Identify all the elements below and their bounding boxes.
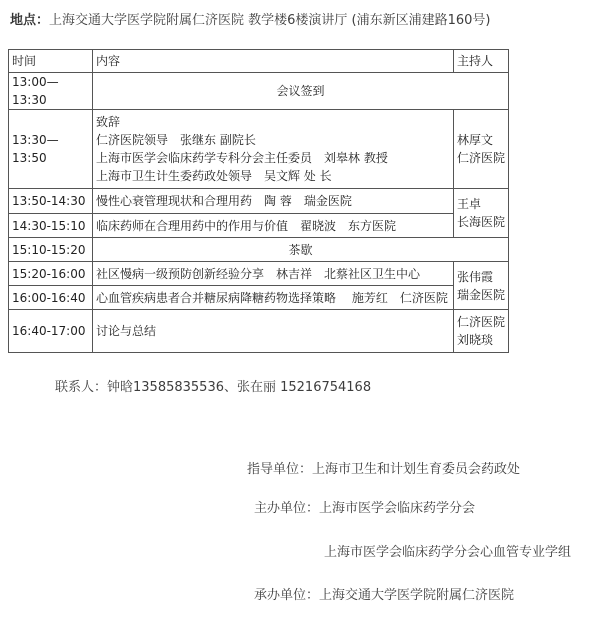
row-time: 15:20-16:00 [9, 262, 93, 286]
header-time: 时间 [9, 50, 93, 73]
row-time: 14:30-15:10 [9, 214, 93, 238]
content-line: 仁济医院领导 张继东 副院长 [96, 133, 256, 147]
host-name: 张伟霞 [456, 269, 493, 284]
host-affiliation: 长海医院 [456, 215, 505, 229]
table-row [9, 286, 509, 310]
host-name: 王卓 [456, 197, 481, 211]
table-row [9, 214, 509, 238]
row-content: 会议签到 [93, 73, 509, 110]
row-content: 茶歇 [93, 238, 509, 262]
row-time: 16:00-16:40 [9, 286, 93, 310]
host-name: 林厚文 [456, 133, 493, 147]
row-time: 15:10-15:20 [9, 238, 93, 262]
table-row [9, 310, 509, 353]
row-time: 13:50-14:30 [9, 189, 93, 214]
row-host [453, 110, 508, 189]
host-affiliation: 仁济医院 [456, 315, 505, 329]
row-content [93, 110, 454, 189]
header-content: 内容 [93, 50, 454, 73]
row-content: 讨论与总结 [93, 310, 454, 353]
row-host [453, 189, 508, 238]
content-line: 上海市医学会临床药学专科分会主任委员 刘皋林 教授 [96, 151, 388, 165]
content-line: 上海市卫生计生委药政处领导 吴文辉 处 长 [96, 169, 332, 183]
host-org-subgroup: 上海市医学会临床药学分会心血管专业学组 [324, 545, 572, 560]
row-host [453, 262, 508, 310]
event-location [10, 9, 491, 28]
host-affiliation: 瑞金医院 [456, 287, 505, 302]
row-time: 13:00—13:30 [9, 73, 93, 110]
contact-info: 联系人：钟晗13585835536、张在丽 15216754168 [55, 380, 372, 395]
row-host [453, 310, 508, 353]
guide-org: 指导单位：上海市卫生和计划生育委员会药政处 [247, 462, 521, 477]
content-line: 致辞 [96, 115, 121, 129]
row-content: 临床药师在合理用药中的作用与价值 翟晓波 东方医院 [93, 214, 454, 238]
row-time: 13:30—13:50 [9, 110, 93, 189]
row-time: 16:40-17:00 [9, 310, 93, 353]
host-org: 主办单位：上海市医学会临床药学分会 [254, 501, 476, 516]
row-content: 社区慢病一级预防创新经验分享 林吉祥 北蔡社区卫生中心 [93, 262, 454, 286]
header-host: 主持人 [453, 50, 508, 73]
organizer-org: 承办单位：上海交通大学医学院附属仁济医院 [254, 588, 515, 603]
location-label: 地点： [10, 13, 50, 28]
schedule-table [8, 49, 509, 353]
table-row [9, 110, 509, 189]
table-row [9, 189, 509, 214]
row-content: 慢性心衰管理现状和合理用药 陶 蓉 瑞金医院 [93, 189, 454, 214]
host-affiliation: 仁济医院 [456, 151, 505, 165]
row-content: 心血管疾病患者合并糖尿病降糖药物选择策略 施芳红 仁济医院 [93, 286, 454, 310]
table-row [9, 73, 509, 110]
table-header-row [9, 50, 509, 73]
table-row [9, 262, 509, 286]
host-name: 刘晓琰 [456, 333, 493, 347]
location-text: 上海交通大学医学院附属仁济医院 教学楼6楼演讲厅 (浦东新区浦建路160号) [49, 13, 491, 28]
table-row [9, 238, 509, 262]
